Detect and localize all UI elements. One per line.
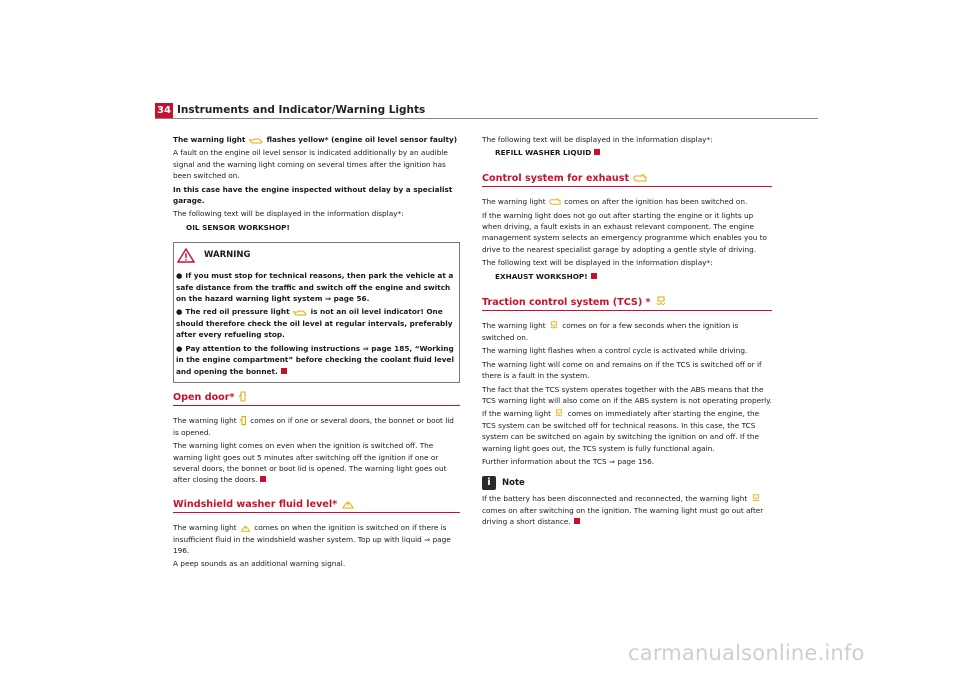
tcs-p2: The warning light flashes when a control cycle is activated while driving. bbox=[482, 346, 748, 356]
washer-fluid-icon bbox=[240, 523, 251, 532]
exhaust-p3: The following text will be displayed in the information display*: bbox=[482, 258, 713, 268]
exhaust-engine-icon bbox=[633, 174, 647, 183]
tcs-p4: The fact that the TCS system operates together with the ABS means that the TCS warning light will also come on if the ABS system is not operating properly. bbox=[482, 384, 772, 405]
tcs-p3: The warning light will come on and remains on if the TCS is switched off or if there is a fault in the system. bbox=[482, 359, 762, 381]
warning-triangle-icon bbox=[177, 248, 195, 263]
end-stop-icon bbox=[594, 149, 600, 155]
exhaust-heading: Control system for exhaust bbox=[482, 173, 772, 187]
left-column bbox=[173, 134, 460, 572]
washer-fluid-icon bbox=[342, 498, 354, 509]
refill-display-message: REFILL WASHER LIQUID bbox=[482, 147, 772, 158]
oil-sensor-display-message: OIL SENSOR WORKSHOP! bbox=[186, 222, 290, 232]
tcs-skid-icon bbox=[549, 321, 559, 330]
page-number: 34 bbox=[155, 103, 173, 119]
door-open-icon bbox=[240, 416, 247, 425]
washer-fluid-heading: Windshield washer fluid level* bbox=[173, 498, 460, 513]
warning-bullet-1: ● If you must stop for technical reasons, then park the vehicle at a safe distance from the traffic and switch off the engine and switch on the hazard warning light system ⇒ page 56. bbox=[176, 271, 454, 304]
note-text: If the battery has been disconnected and reconnected, the warning light comes on after switching on the ignition. The warning light must go out after driving a short distance. bbox=[482, 494, 764, 527]
tcs-p1: The warning light comes on for a few seconds when the ignition is switched on. bbox=[482, 321, 739, 342]
end-stop-icon bbox=[281, 368, 287, 374]
note-header bbox=[482, 476, 772, 490]
open-door-p1: The warning light comes on if one or several doors, the bonnet or boot lid is opened. bbox=[173, 416, 454, 437]
end-stop-icon bbox=[260, 476, 266, 482]
oil-sensor-p1: A fault on the engine oil level sensor is indicated additionally by an audible signal and the warning light coming on several times after the ignition has been switched on. bbox=[173, 148, 448, 181]
page-header-title: Instruments and Indicator/Warning Lights bbox=[177, 104, 426, 116]
oil-sensor-p2: In this case have the engine inspected without delay by a specialist garage. bbox=[173, 184, 453, 206]
tcs-skid-icon bbox=[554, 409, 564, 418]
door-open-icon bbox=[239, 391, 247, 402]
right-column bbox=[482, 134, 772, 530]
exhaust-p2: If the warning light does not go out after starting the engine or it lights up when driving, a fault exists in an exhaust relevant component. The engine management system selects an emergency programme which enables you to drive to the nearest specialist garage by adopting a gentle style of driving. bbox=[482, 210, 768, 254]
tcs-skid-icon bbox=[751, 494, 761, 503]
exhaust-p1: The warning light comes on after the ignition has been switched on. bbox=[482, 197, 748, 207]
note-title: Note bbox=[502, 477, 525, 488]
warning-bullet-3: ● Pay attention to the following instructions ⇒ page 185, “Working in the engine compartment” before checking the coolant fluid level and opening the bonnet. bbox=[176, 343, 454, 376]
watermark-text: carmanualsonline.info bbox=[628, 641, 865, 665]
exhaust-engine-icon bbox=[549, 198, 561, 206]
warning-box bbox=[173, 242, 460, 383]
washer-fluid-p2: A peep sounds as an additional warning signal. bbox=[173, 559, 346, 569]
oil-can-icon bbox=[293, 309, 307, 316]
exhaust-display-message: EXHAUST WORKSHOP! bbox=[482, 271, 772, 282]
warning-bullet-2: ● The red oil pressure light is not an oil level indicator! One should therefore check the oil level at regular intervals, preferably after every refueling stop. bbox=[176, 307, 453, 340]
tcs-skid-icon bbox=[655, 296, 667, 307]
washer-fluid-p1: The warning light comes on when the ignition is switched on if there is insufficient fluid in the windshield washer system. Top up with liquid ⇒ page 196. bbox=[173, 523, 451, 555]
tcs-heading: Traction control system (TCS) * bbox=[482, 296, 772, 311]
refill-p1: The following text will be displayed in the information display*: bbox=[482, 135, 713, 144]
end-stop-icon bbox=[591, 273, 597, 279]
oil-sensor-title: The warning light flashes yellow* (engine oil level sensor faulty) bbox=[173, 135, 458, 144]
header-rule bbox=[155, 118, 818, 119]
tcs-p5: If the warning light comes on immediately after starting the engine, the TCS system can be switched off for technical reasons. In this case, the TCS system can be switched on again by switching the ignition on and off. If the warning light goes out, the TCS system is fully functional again. bbox=[482, 409, 760, 453]
open-door-heading: Open door* bbox=[173, 391, 460, 406]
oil-sensor-p3: The following text will be displayed in the information display*: bbox=[173, 209, 404, 219]
note-info-icon: i bbox=[482, 476, 496, 490]
tcs-p6: Further information about the TCS ⇒ page 156. bbox=[482, 456, 655, 466]
warning-title: WARNING bbox=[204, 250, 251, 261]
end-stop-icon bbox=[574, 518, 580, 524]
oil-can-icon bbox=[249, 137, 263, 144]
open-door-p2: The warning light comes on even when the ignition is switched off. The warning light goes out 5 minutes after switching off the ignition if one or several doors, the bonnet or boot lid is opened. The warning light goes out after closing the doors. bbox=[173, 441, 447, 485]
